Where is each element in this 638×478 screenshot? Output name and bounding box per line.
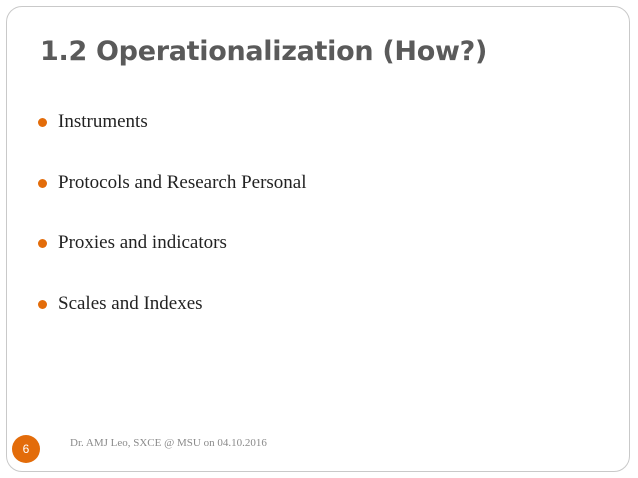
bullet-text: Scales and Indexes: [58, 292, 203, 314]
bullet-dot-icon: [38, 118, 47, 127]
bullet-item: [38, 171, 307, 232]
bullet-list: [38, 110, 307, 352]
bullet-item: [38, 110, 307, 171]
bullet-text: Instruments: [58, 111, 148, 132]
bullet-item: [38, 231, 307, 292]
bullet-text: Protocols and Research Personal: [58, 171, 307, 193]
bullet-item: [38, 292, 307, 353]
slide-footer: Dr. AMJ Leo, SXCE @ MSU on 04.10.2016: [70, 437, 267, 449]
bullet-dot-icon: [38, 239, 47, 248]
bullet-dot-icon: [38, 300, 47, 309]
bullet-text: Proxies and indicators: [58, 232, 227, 253]
slide-title: 1.2 Operationalization (How?): [40, 36, 488, 67]
bullet-dot-icon: [38, 179, 47, 188]
page-number-badge: 6: [12, 435, 40, 463]
